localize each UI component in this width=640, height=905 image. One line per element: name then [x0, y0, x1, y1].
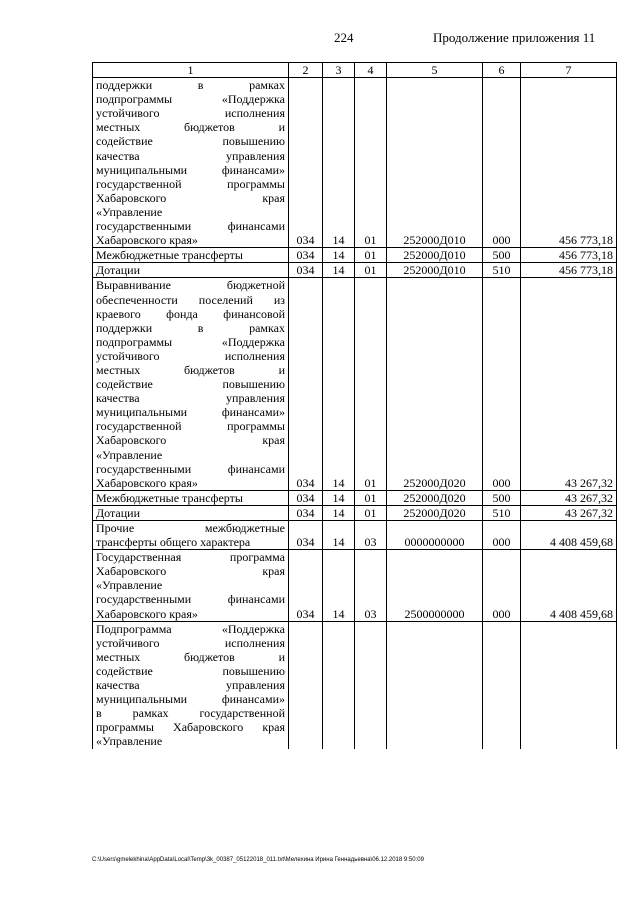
table-row: [93, 263, 617, 278]
expense-name-line: «Управление: [96, 734, 163, 749]
target-item-cell: 252000Д020: [387, 505, 483, 520]
expense-name-line: Межбюджетные трансферты: [96, 490, 243, 505]
column-header: 4: [355, 63, 387, 78]
expense-name-line: «Управление: [96, 204, 163, 219]
expense-name-line: устойчивого исполнения: [96, 635, 285, 650]
page-caption: Продолжение приложения 11: [433, 30, 596, 45]
amount-cell: 43 267,32: [521, 278, 617, 490]
amount-cell: 43 267,32: [521, 505, 617, 520]
expense-name-line: Подпрограмма «Поддержка: [96, 621, 285, 636]
expense-name-line: местных бюджетов и: [96, 362, 285, 377]
expense-name-line: государственными финансами: [96, 461, 285, 476]
expense-name-line: местных бюджетов и: [96, 120, 285, 135]
target-item-cell: 252000Д020: [387, 278, 483, 490]
expense-name-line: Прочие межбюджетные: [96, 521, 285, 535]
target-item-cell: [387, 621, 483, 748]
subsection-code-cell: 01: [355, 490, 387, 505]
column-header: 3: [323, 63, 355, 78]
expense-name-cell: [93, 78, 289, 248]
section-code-cell: 14: [323, 490, 355, 505]
expense-name-cell: [93, 263, 289, 278]
amount-cell: 456 773,18: [521, 263, 617, 278]
expense-name-line: государственными финансами: [96, 219, 285, 234]
expense-type-cell: [483, 621, 521, 748]
subsection-code-cell: 01: [355, 505, 387, 520]
subsection-code-cell: 03: [355, 550, 387, 621]
expense-name-line: Дотации: [96, 505, 141, 520]
expense-name-line: качества управления: [96, 148, 285, 163]
expense-name-line: поддержки в рамках: [96, 320, 285, 335]
expense-name-line: краевого фонда финансовой: [96, 306, 285, 321]
column-header: 1: [93, 63, 289, 78]
amount-cell: 4 408 459,68: [521, 550, 617, 621]
expense-type-cell: 000: [483, 78, 521, 248]
expense-name-line: муниципальными финансами»: [96, 692, 285, 707]
expense-name-line: устойчивого исполнения: [96, 106, 285, 121]
amount-cell: 456 773,18: [521, 78, 617, 248]
expense-name-cell: [93, 521, 289, 550]
target-item-cell: 252000Д010: [387, 248, 483, 263]
expense-name-line: Хабаровского края: [96, 190, 285, 205]
section-code-cell: 14: [323, 78, 355, 248]
expense-name-line: Хабаровского края»: [96, 606, 198, 621]
expense-name-line: Дотации: [96, 263, 141, 278]
ministry-code-cell: 034: [289, 248, 323, 263]
ministry-code-cell: 034: [289, 505, 323, 520]
expense-name-line: государственной программы: [96, 176, 285, 191]
section-code-cell: 14: [323, 550, 355, 621]
amount-cell: 43 267,32: [521, 490, 617, 505]
ministry-code-cell: 034: [289, 278, 323, 490]
subsection-code-cell: 01: [355, 78, 387, 248]
expense-name-line: содействие повышению: [96, 377, 285, 392]
expense-name-line: «Управление: [96, 447, 163, 462]
table-row: [93, 248, 617, 263]
expense-name-line: местных бюджетов и: [96, 649, 285, 664]
expense-name-line: подпрограммы «Поддержка: [96, 92, 285, 107]
target-item-cell: 252000Д020: [387, 490, 483, 505]
expense-name-line: содействие повышению: [96, 134, 285, 149]
subsection-code-cell: [355, 621, 387, 748]
expense-name-line: Межбюджетные трансферты: [96, 248, 243, 263]
expense-name-cell: [93, 278, 289, 490]
section-code-cell: 14: [323, 263, 355, 278]
expense-name-line: подпрограммы «Поддержка: [96, 334, 285, 349]
expense-name-line: муниципальными финансами»: [96, 162, 285, 177]
section-code-cell: 14: [323, 248, 355, 263]
column-header: 7: [521, 63, 617, 78]
target-item-cell: 252000Д010: [387, 263, 483, 278]
expense-name-cell: [93, 248, 289, 263]
expense-type-cell: 500: [483, 490, 521, 505]
expense-name-line: качества управления: [96, 678, 285, 693]
ministry-code-cell: 034: [289, 78, 323, 248]
expense-name-cell: [93, 621, 289, 748]
column-header: 6: [483, 63, 521, 78]
table-row: [93, 278, 617, 490]
expense-name-cell: [93, 550, 289, 621]
expense-name-line: обеспеченности поселений из: [96, 292, 285, 307]
expense-name-line: Хабаровского края»: [96, 475, 198, 490]
table-row: [93, 621, 617, 748]
section-code-cell: 14: [323, 505, 355, 520]
expense-name-line: качества управления: [96, 391, 285, 406]
expense-name-line: Выравнивание бюджетной: [96, 278, 285, 293]
subsection-code-cell: 01: [355, 263, 387, 278]
expense-name-cell: [93, 490, 289, 505]
budget-table: [92, 62, 617, 749]
expense-name-line: содействие повышению: [96, 663, 285, 678]
expense-type-cell: 000: [483, 521, 521, 550]
target-item-cell: 252000Д010: [387, 78, 483, 248]
expense-name-line: муниципальными финансами»: [96, 405, 285, 420]
table-row: [93, 490, 617, 505]
target-item-cell: 0000000000: [387, 521, 483, 550]
amount-cell: 456 773,18: [521, 248, 617, 263]
expense-type-cell: 000: [483, 278, 521, 490]
expense-name-line: Хабаровского края: [96, 564, 285, 579]
table-row: [93, 505, 617, 520]
column-header: 5: [387, 63, 483, 78]
ministry-code-cell: [289, 621, 323, 748]
expense-name-line: государственной программы: [96, 419, 285, 434]
page-number: 224: [334, 30, 354, 45]
section-code-cell: 14: [323, 278, 355, 490]
expense-name-line: устойчивого исполнения: [96, 348, 285, 363]
expense-name-line: государственными финансами: [96, 592, 285, 607]
expense-type-cell: 510: [483, 505, 521, 520]
expense-type-cell: 500: [483, 248, 521, 263]
table-row: [93, 78, 617, 248]
ministry-code-cell: 034: [289, 490, 323, 505]
expense-name-cell: [93, 505, 289, 520]
footer-file-path: C:\Users\gmelekhina\AppData\Local\Temp\3k_00387_05122018_011.txt\Мелехина Ирина Геннадьевна\06.12.2018 9:50:09: [92, 857, 424, 863]
expense-name-line: «Управление: [96, 578, 163, 593]
subsection-code-cell: 01: [355, 278, 387, 490]
expense-name-line: Хабаровского края: [96, 433, 285, 448]
table-header-row: [93, 63, 617, 78]
subsection-code-cell: 03: [355, 521, 387, 550]
ministry-code-cell: 034: [289, 521, 323, 550]
expense-name-line: программы Хабаровского края: [96, 720, 285, 735]
target-item-cell: 2500000000: [387, 550, 483, 621]
expense-name-line: Хабаровского края»: [96, 233, 198, 248]
section-code-cell: [323, 621, 355, 748]
amount-cell: [521, 621, 617, 748]
expense-name-line: поддержки в рамках: [96, 78, 285, 93]
ministry-code-cell: 034: [289, 263, 323, 278]
table-row: [93, 521, 617, 550]
expense-name-line: Государственная программа: [96, 550, 285, 565]
ministry-code-cell: 034: [289, 550, 323, 621]
table-row: [93, 550, 617, 621]
expense-name-line: в рамках государственной: [96, 706, 285, 721]
subsection-code-cell: 01: [355, 248, 387, 263]
expense-type-cell: 510: [483, 263, 521, 278]
expense-type-cell: 000: [483, 550, 521, 621]
expense-name-line: трансферты общего характера: [96, 535, 251, 550]
column-header: 2: [289, 63, 323, 78]
table-body: [93, 78, 617, 749]
amount-cell: 4 408 459,68: [521, 521, 617, 550]
section-code-cell: 14: [323, 521, 355, 550]
